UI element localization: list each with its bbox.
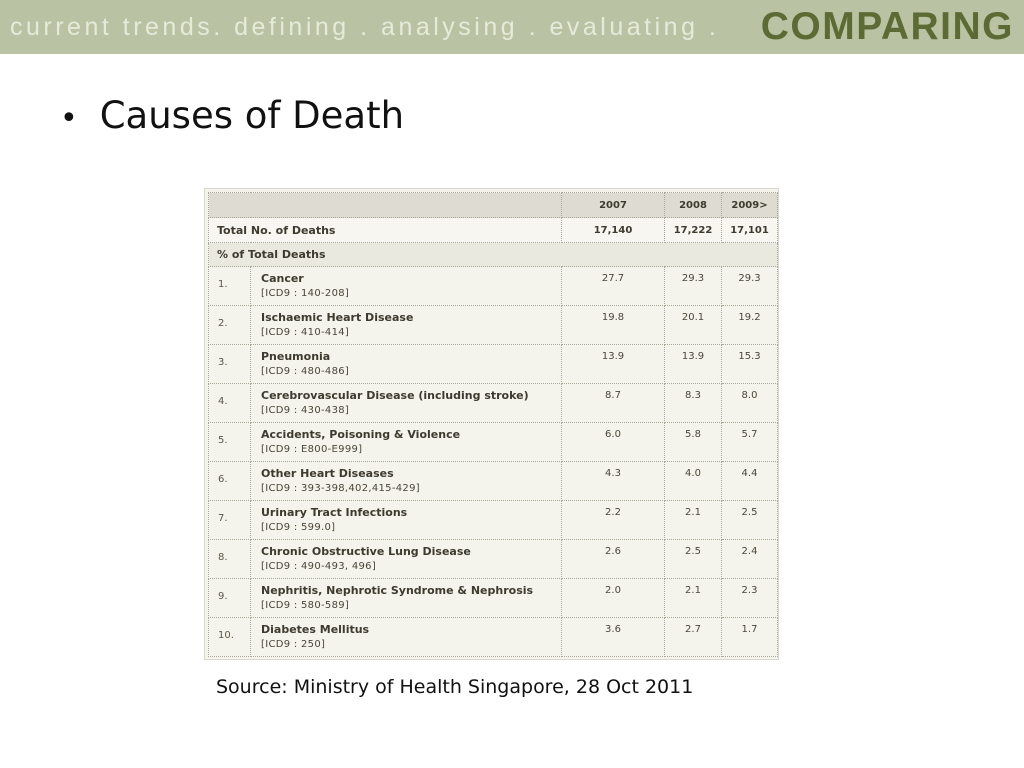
percent-value-cell: 8.3 <box>665 384 722 423</box>
percent-value-cell: 19.2 <box>722 306 778 345</box>
rank-cell: 8. <box>209 540 251 579</box>
cause-cell <box>251 618 562 657</box>
table-row <box>209 462 778 501</box>
percent-value-cell: 4.0 <box>665 462 722 501</box>
percent-value-cell: 2.1 <box>665 501 722 540</box>
percent-value-cell: 5.8 <box>665 423 722 462</box>
percent-value-cell: 2.1 <box>665 579 722 618</box>
percent-value-cell: 5.7 <box>722 423 778 462</box>
percent-value-cell: 27.7 <box>562 267 665 306</box>
icd-code: [ICD9 : 480-486] <box>261 366 350 377</box>
bullet-dot-icon: • <box>60 101 78 136</box>
table-row <box>209 306 778 345</box>
cause-name: Pneumonia <box>261 350 331 363</box>
percent-value-cell: 8.7 <box>562 384 665 423</box>
percent-value-cell: 4.4 <box>722 462 778 501</box>
total-deaths-value: 17,101 <box>722 218 778 243</box>
percent-value-cell: 19.8 <box>562 306 665 345</box>
percent-value-cell: 2.7 <box>665 618 722 657</box>
causes-of-death-table <box>208 192 778 657</box>
cause-cell <box>251 579 562 618</box>
table-header-row <box>209 193 778 218</box>
year-header: 2007 <box>562 193 665 218</box>
cause-name: Cancer <box>261 272 304 285</box>
total-deaths-value: 17,222 <box>665 218 722 243</box>
causes-of-death-table-image <box>204 188 779 660</box>
rank-cell: 4. <box>209 384 251 423</box>
table-row <box>209 345 778 384</box>
cause-name: Ischaemic Heart Disease <box>261 311 414 324</box>
percent-value-cell: 4.3 <box>562 462 665 501</box>
cause-name: Urinary Tract Infections <box>261 506 408 519</box>
percent-value-cell: 2.4 <box>722 540 778 579</box>
icd-code: [ICD9 : 250] <box>261 639 326 650</box>
cause-cell <box>251 501 562 540</box>
percent-value-cell: 13.9 <box>562 345 665 384</box>
cause-cell <box>251 306 562 345</box>
slide-bullet-text: Causes of Death <box>99 94 405 137</box>
year-header: 2009> <box>722 193 778 218</box>
table-row <box>209 423 778 462</box>
percent-value-cell: 3.6 <box>562 618 665 657</box>
rank-cell: 2. <box>209 306 251 345</box>
table-header-blank <box>209 193 562 218</box>
year-header: 2008 <box>665 193 722 218</box>
cause-name: Chronic Obstructive Lung Disease <box>261 545 471 558</box>
source-citation: Source: Ministry of Health Singapore, 28 Oct 2011 <box>216 676 694 698</box>
percent-value-cell: 2.0 <box>562 579 665 618</box>
table-row <box>209 579 778 618</box>
percent-header-label: % of Total Deaths <box>209 243 778 267</box>
cause-name: Nephritis, Nephrotic Syndrome & Nephrosis <box>261 584 534 597</box>
cause-name: Accidents, Poisoning & Violence <box>261 428 461 441</box>
icd-code: [ICD9 : 490-493, 496] <box>261 561 377 572</box>
total-deaths-row <box>209 218 778 243</box>
icd-code: [ICD9 : 430-438] <box>261 405 350 416</box>
percent-value-cell: 13.9 <box>665 345 722 384</box>
cause-name: Cerebrovascular Disease (including stroke) <box>261 389 529 402</box>
percent-value-cell: 1.7 <box>722 618 778 657</box>
total-deaths-value: 17,140 <box>562 218 665 243</box>
rank-cell: 1. <box>209 267 251 306</box>
percent-value-cell: 2.5 <box>722 501 778 540</box>
table-row <box>209 267 778 306</box>
cause-cell <box>251 423 562 462</box>
rank-cell: 10. <box>209 618 251 657</box>
cause-cell <box>251 462 562 501</box>
percent-value-cell: 20.1 <box>665 306 722 345</box>
table-row <box>209 618 778 657</box>
cause-cell <box>251 384 562 423</box>
percent-value-cell: 2.6 <box>562 540 665 579</box>
cause-name: Diabetes Mellitus <box>261 623 370 636</box>
icd-code: [ICD9 : 599.0] <box>261 522 336 533</box>
section-header-bar <box>0 0 1024 54</box>
cause-cell <box>251 267 562 306</box>
icd-code: [ICD9 : 410-414] <box>261 327 350 338</box>
rank-cell: 7. <box>209 501 251 540</box>
cause-cell <box>251 345 562 384</box>
icd-code: [ICD9 : E800-E999] <box>261 444 363 455</box>
percent-value-cell: 2.3 <box>722 579 778 618</box>
percent-value-cell: 6.0 <box>562 423 665 462</box>
percent-header-row <box>209 243 778 267</box>
icd-code: [ICD9 : 393-398,402,415-429] <box>261 483 420 494</box>
cause-cell <box>251 540 562 579</box>
slide-bullet <box>60 94 404 137</box>
percent-value-cell: 8.0 <box>722 384 778 423</box>
percent-value-cell: 2.5 <box>665 540 722 579</box>
percent-value-cell: 2.2 <box>562 501 665 540</box>
section-breadcrumb: current trends. defining . analysing . evaluating . <box>10 12 720 41</box>
icd-code: [ICD9 : 580-589] <box>261 600 350 611</box>
table-row <box>209 384 778 423</box>
active-section-title: COMPARING <box>760 5 1014 48</box>
rank-cell: 6. <box>209 462 251 501</box>
rank-cell: 5. <box>209 423 251 462</box>
table-row <box>209 501 778 540</box>
percent-value-cell: 15.3 <box>722 345 778 384</box>
rank-cell: 9. <box>209 579 251 618</box>
percent-value-cell: 29.3 <box>665 267 722 306</box>
percent-value-cell: 29.3 <box>722 267 778 306</box>
icd-code: [ICD9 : 140-208] <box>261 288 350 299</box>
cause-name: Other Heart Diseases <box>261 467 394 480</box>
table-row <box>209 540 778 579</box>
total-deaths-label: Total No. of Deaths <box>209 218 562 243</box>
rank-cell: 3. <box>209 345 251 384</box>
